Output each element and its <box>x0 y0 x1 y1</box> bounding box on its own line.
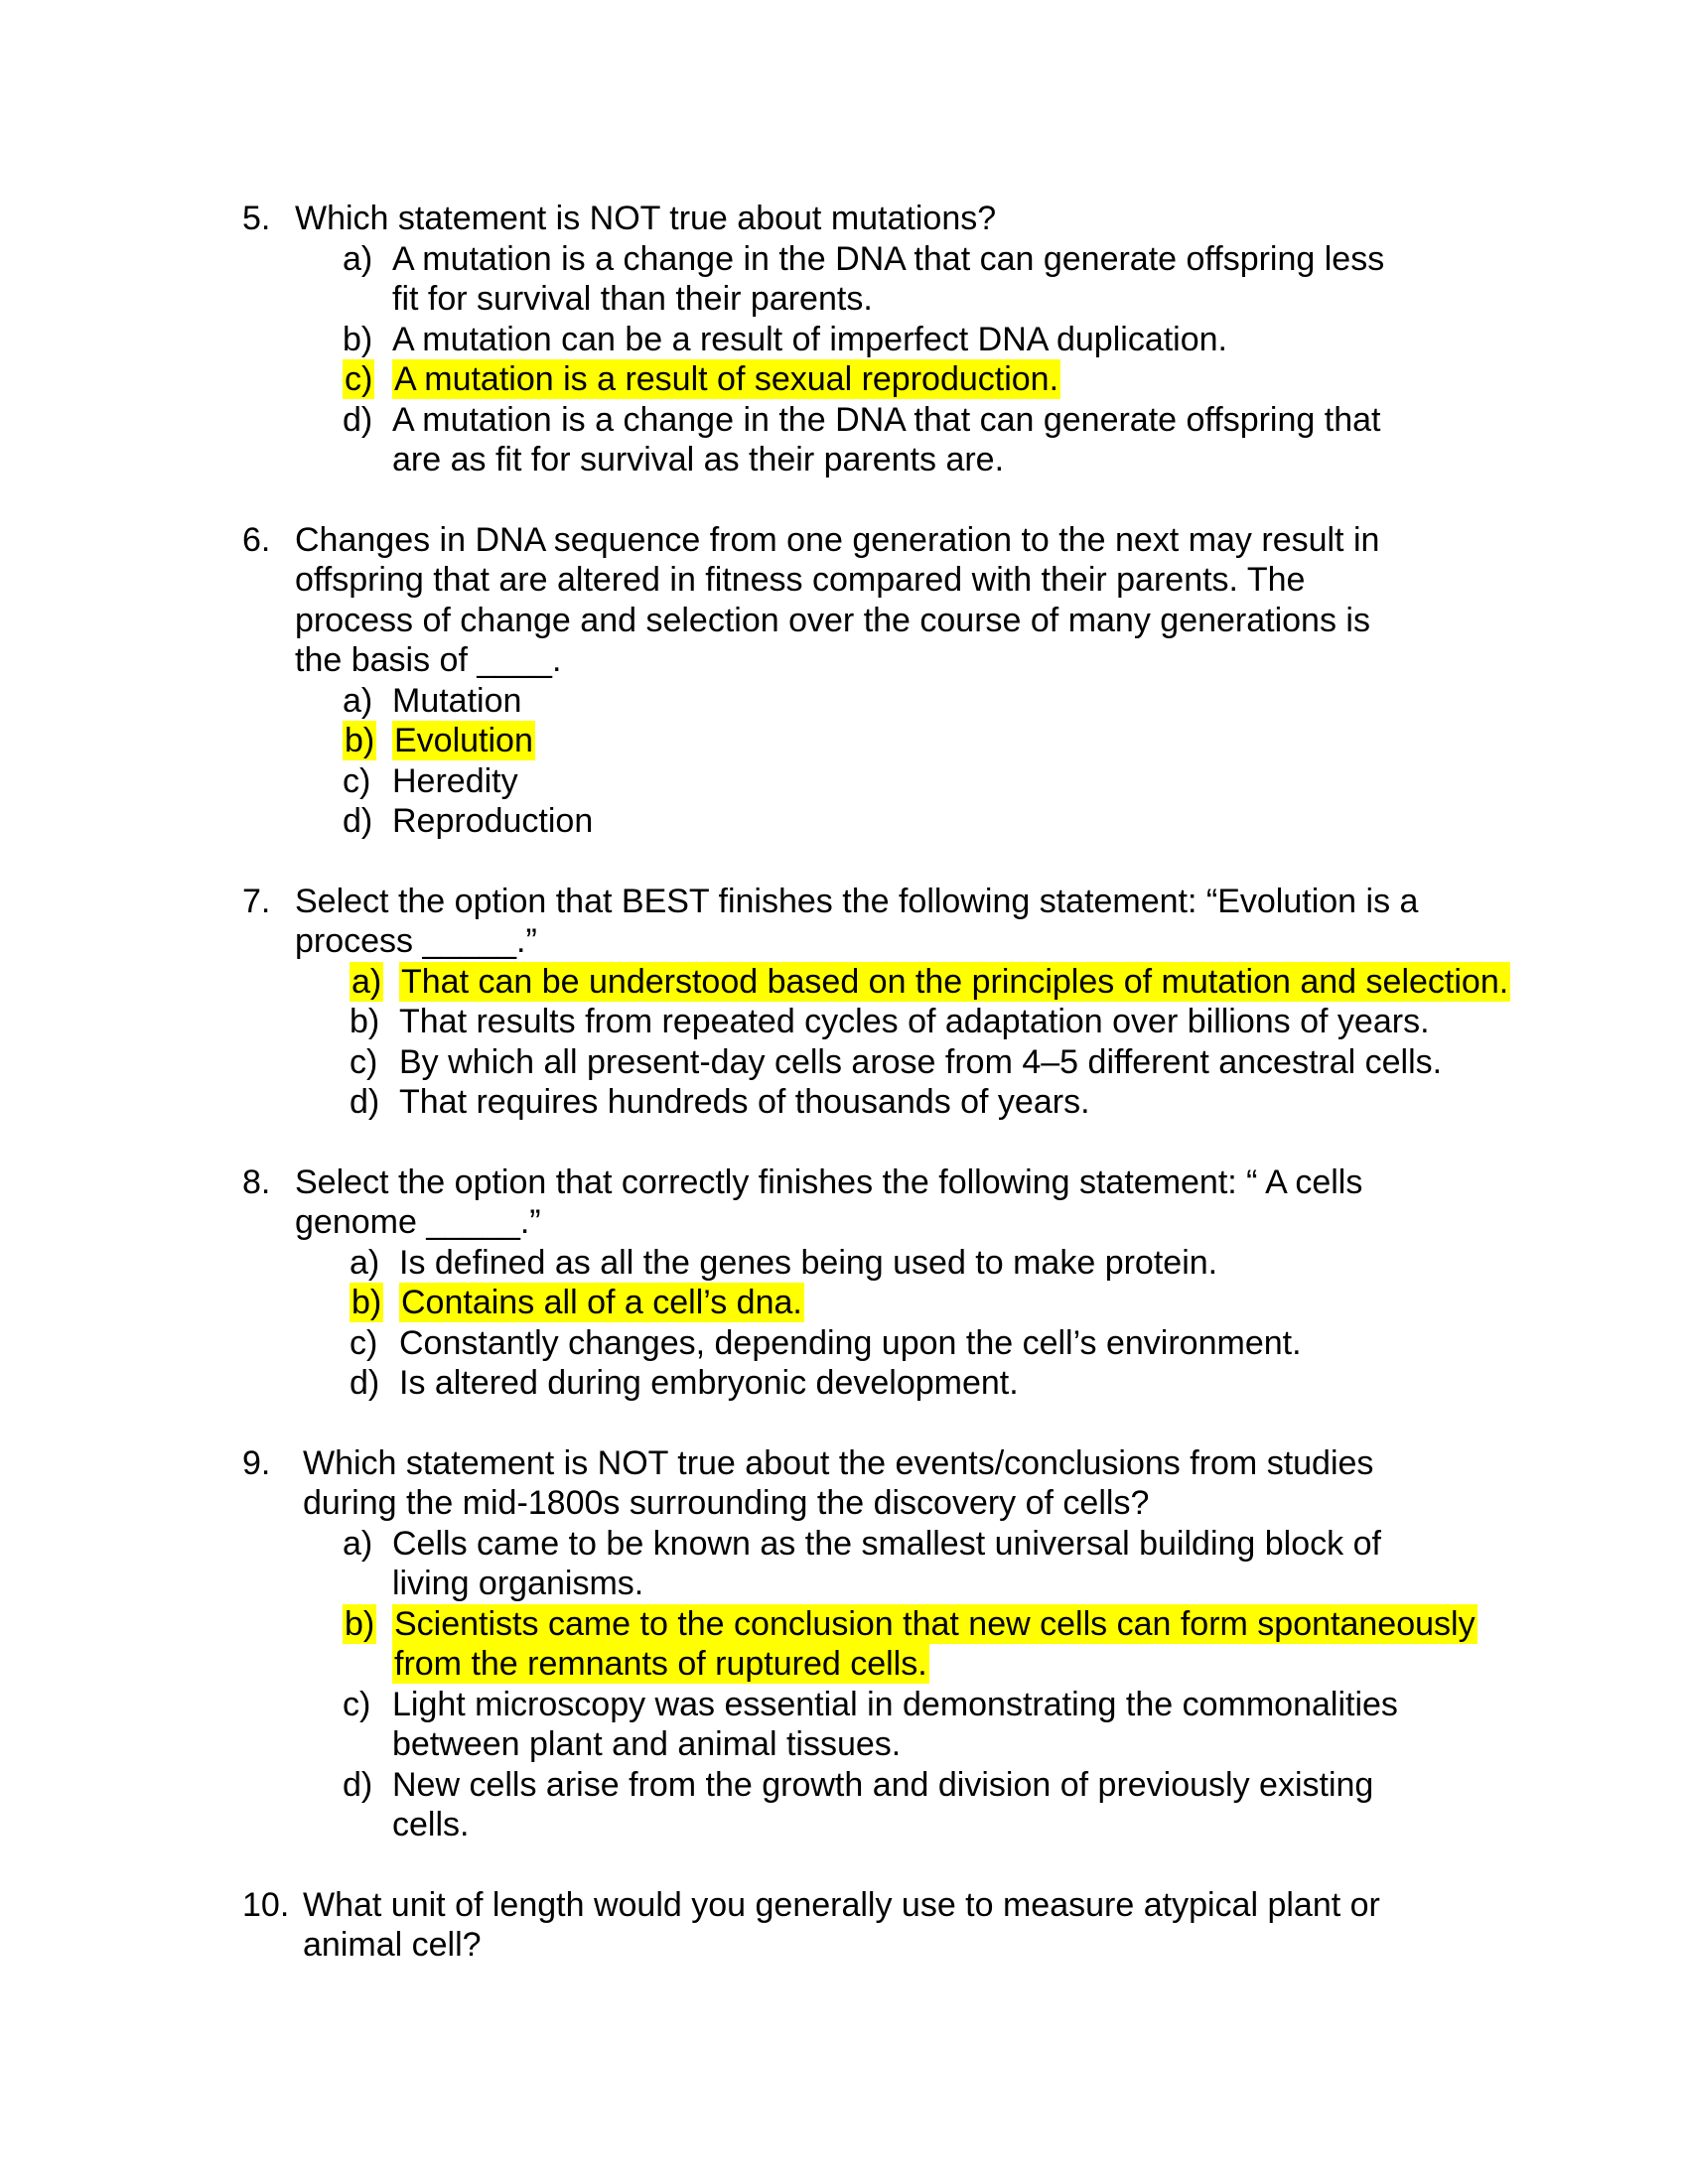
option-text-highlighted: That can be understood based on the principles of mutation and selection. <box>401 962 1509 1001</box>
option-letter: c) <box>350 1323 378 1362</box>
question-number: 7. <box>242 882 271 920</box>
question-stem-line: process of change and selection over the course of many generations is <box>295 601 1370 639</box>
option-letter: d) <box>350 1364 380 1402</box>
option-text: Cells came to be known as the smallest universal building block of <box>392 1524 1381 1563</box>
option-text: between plant and animal tissues. <box>392 1725 902 1763</box>
question-number: 6. <box>242 520 271 559</box>
option-text: are as fit for survival as their parents are. <box>392 441 1005 478</box>
question-number: 10. <box>242 1885 290 1924</box>
option-letter: d) <box>343 802 373 840</box>
option-letter: b) <box>343 320 373 358</box>
question-number: 9. <box>242 1443 271 1482</box>
question-stem-line: Select the option that BEST finishes the following statement: “Evolution is a <box>295 882 1419 920</box>
option-text: fit for survival than their parents. <box>392 280 873 318</box>
question-number: 5. <box>242 200 271 237</box>
question-stem-line: Which statement is NOT true about mutations? <box>295 200 997 237</box>
option-letter: b) <box>345 1604 375 1643</box>
option-text: Mutation <box>392 681 522 720</box>
option-text: That requires hundreds of thousands of years. <box>399 1083 1090 1121</box>
option-text: A mutation can be a result of imperfect DNA duplication. <box>392 320 1228 358</box>
option-letter: d) <box>350 1083 380 1121</box>
question-stem-line: animal cell? <box>303 1926 482 1964</box>
option-letter: d) <box>343 400 373 439</box>
option-text: living organisms. <box>392 1565 644 1602</box>
option-letter: c) <box>350 1042 378 1081</box>
option-text: Reproduction <box>392 802 594 840</box>
option-letter: b) <box>350 1003 380 1040</box>
option-text: Is altered during embryonic development. <box>399 1364 1019 1402</box>
option-text: Light microscopy was essential in demonstrating the commonalities <box>392 1685 1398 1723</box>
question-stem-line: Which statement is NOT true about the events/conclusions from studies <box>303 1443 1374 1482</box>
option-text-highlighted: Scientists came to the conclusion that new cells can form spontaneously <box>394 1604 1476 1643</box>
option-letter: a) <box>352 962 382 1001</box>
option-text: By which all present-day cells arose from 4–5 different ancestral cells. <box>399 1042 1443 1081</box>
option-letter: c) <box>343 1685 371 1723</box>
option-text: Heredity <box>392 761 518 800</box>
option-letter: b) <box>345 722 375 759</box>
option-text: A mutation is a change in the DNA that can generate offspring less <box>392 239 1385 278</box>
option-letter: c) <box>343 761 371 800</box>
option-letter: a) <box>343 239 373 278</box>
question-number: 8. <box>242 1162 271 1201</box>
question-stem-line: genome _____.” <box>295 1203 541 1241</box>
option-text: A mutation is a change in the DNA that can generate offspring that <box>392 400 1381 439</box>
option-text-highlighted: Evolution <box>394 722 533 759</box>
option-text: That results from repeated cycles of adaptation over billions of years. <box>399 1003 1430 1040</box>
option-text-highlighted: A mutation is a result of sexual reproduction. <box>394 360 1059 398</box>
option-letter: a) <box>350 1243 380 1282</box>
option-letter: a) <box>343 681 373 720</box>
option-text: Constantly changes, depending upon the cell’s environment. <box>399 1323 1302 1362</box>
option-text-highlighted: from the remnants of ruptured cells. <box>394 1645 927 1683</box>
question-stem-line: Select the option that correctly finishes the following statement: “ A cells <box>295 1162 1363 1201</box>
option-text-highlighted: Contains all of a cell’s dna. <box>401 1284 802 1321</box>
option-letter: b) <box>352 1284 382 1321</box>
option-letter: a) <box>343 1524 373 1563</box>
option-text: New cells arise from the growth and division of previously existing <box>392 1765 1374 1804</box>
question-stem-line: offspring that are altered in fitness compared with their parents. The <box>295 561 1306 599</box>
question-stem-line: What unit of length would you generally use to measure atypical plant or <box>303 1885 1380 1924</box>
question-stem-line: process _____.” <box>295 922 537 960</box>
option-text: Is defined as all the genes being used to make protein. <box>399 1243 1218 1282</box>
question-stem-line: the basis of ____. <box>295 641 562 679</box>
option-letter: c) <box>345 360 373 398</box>
option-text: cells. <box>392 1806 470 1843</box>
option-letter: d) <box>343 1765 373 1804</box>
question-stem-line: during the mid-1800s surrounding the discovery of cells? <box>303 1484 1150 1522</box>
question-stem-line: Changes in DNA sequence from one generation to the next may result in <box>295 520 1380 559</box>
